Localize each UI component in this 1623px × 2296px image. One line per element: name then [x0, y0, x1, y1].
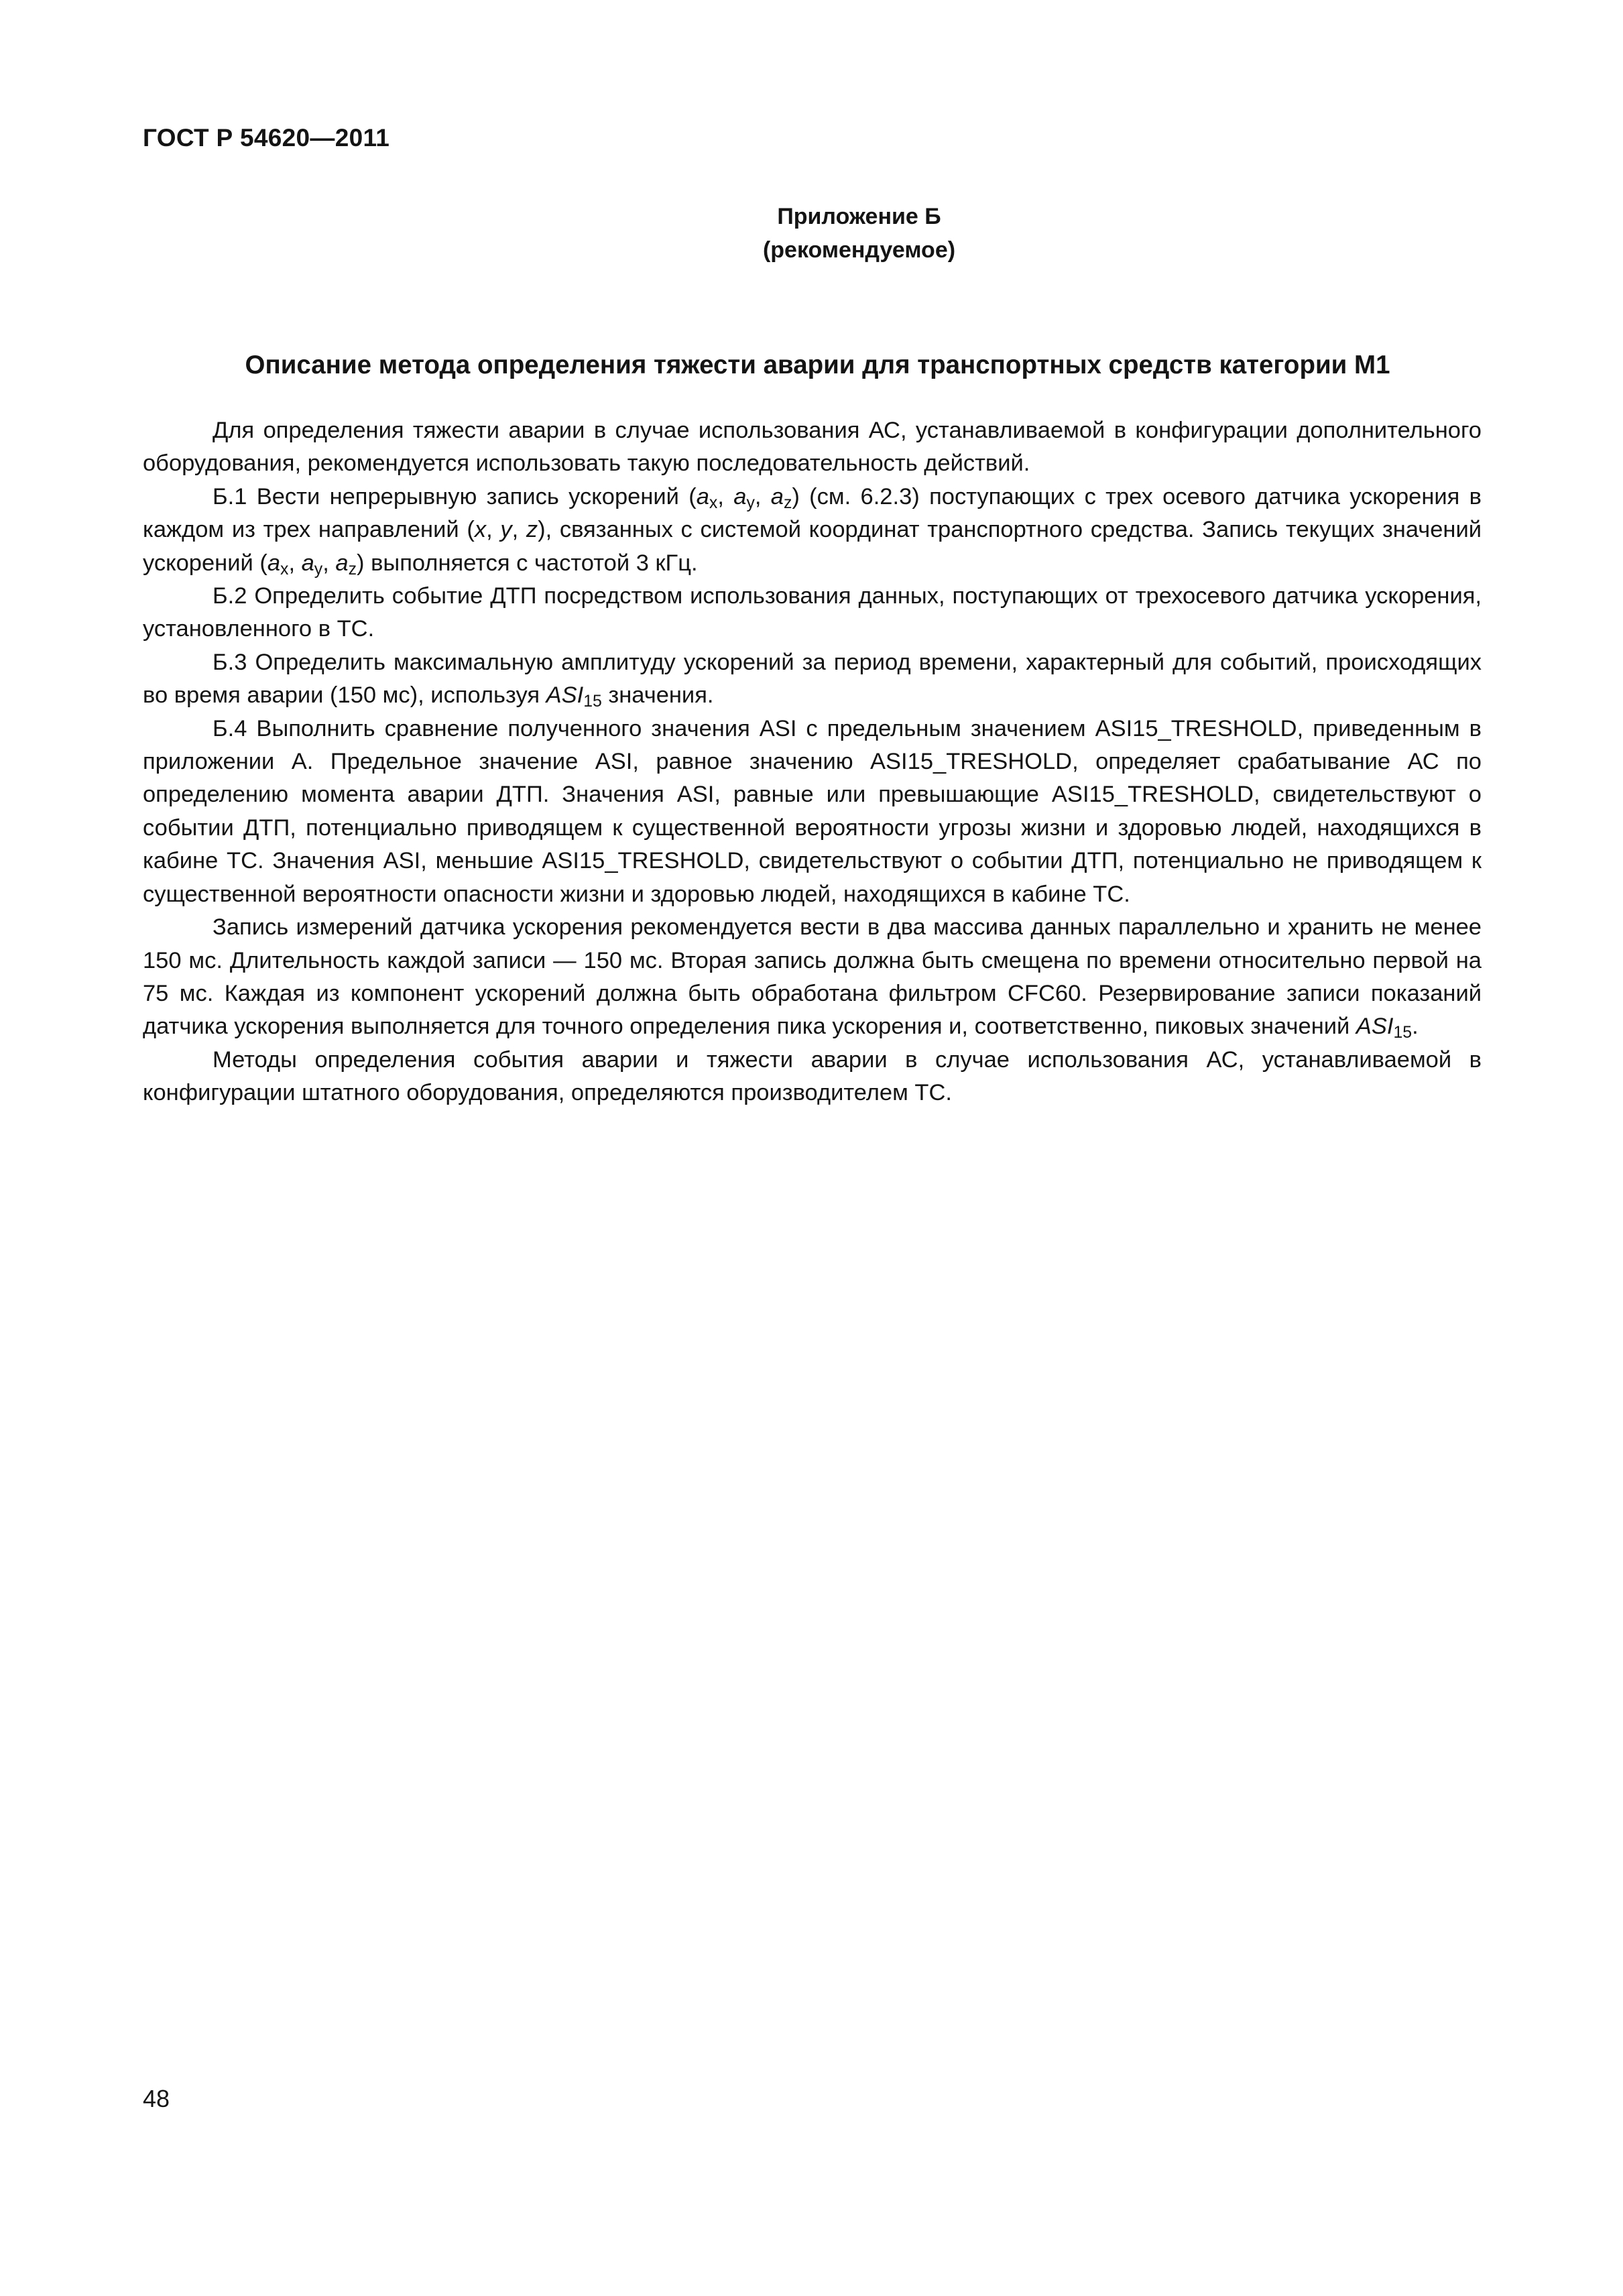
paragraph-b4: Б.4 Выполнить сравнение полученного значения ASI с предельным значением ASI15_TRESHOLD, приведенным в приложении А. Предельное значение ASI, равное значению ASI15_TRESHOLD, определяет срабатывание АС по определению момента аварии ДТП. Значения ASI, равные или превышающие ASI15_TRESHOLD, свидетельствуют о событии ДТП, потенциально приводящем к существенной вероятности угрозы жизни и здоровью людей, находящихся в кабине ТС. Значения ASI, меньшие ASI15_TRESHOLD, свидетельствуют о событии ДТП, потенциально не приводящем к существенной вероятности опасности жизни и здоровью людей, находящихся в кабине ТС.	[143, 715, 1482, 907]
appendix-heading	[0, 200, 1623, 267]
document-code: ГОСТ Р 54620—2011	[143, 124, 390, 152]
section-title: Описание метода определения тяжести аварии для транспортных средств категории М1	[245, 351, 1390, 379]
appendix-status: (рекомендуемое)	[762, 237, 956, 263]
appendix-title: Приложение Б	[777, 204, 941, 229]
body-text	[143, 414, 1482, 1110]
paragraph-methods: Методы определения события аварии и тяжести аварии в случае использования АС, устанавливаемой в конфигурации штатного оборудования, определяются производителем ТС.	[143, 1046, 1482, 1106]
paragraph-b2: Б.2 Определить событие ДТП посредством использования данных, поступающих от трехосевого датчика ускорения, установленного в ТС.	[143, 583, 1482, 642]
paragraph-b1: Б.1 Вести непрерывную запись ускорений ($a_x$, $a_y$, $a_z$) (см. 6.2.3) поступающих с трех осевого датчика ускорения в каждом из трех направлений (x, y, z), связанных с системой координат транспортного средства. Запись текущих значений ускорений ($a_x$, $a_y$, $a_z$) выполняется с частотой 3 кГц.	[143, 483, 1482, 579]
paragraph-b3: Б.3 Определить максимальную амплитуду ускорений за период времени, характерный для событий, происходящих во время аварии (150 мс), используя $ASI_{15}$ значения.	[143, 649, 1482, 711]
page-number: 48	[143, 2085, 170, 2112]
paragraph-recording: Запись измерений датчика ускорения рекомендуется вести в два массива данных параллельно и хранить не менее 150 мс. Длительность каждой записи — 150 мс. Вторая запись должна быть смещена по времени относительно первой на 75 мс. Каждая из компонент ускорений должна быть обработана фильтром CFC60. Резервирование записи показаний датчика ускорения выполняется для точного определения пика ускорения и, соответственно, пиковых значений $ASI_{15}$.	[143, 914, 1482, 1042]
paragraph-intro: Для определения тяжести аварии в случае использования АС, устанавливаемой в конфигурации дополнительного оборудования, рекомендуется использовать такую последовательность действий.	[143, 418, 1482, 477]
